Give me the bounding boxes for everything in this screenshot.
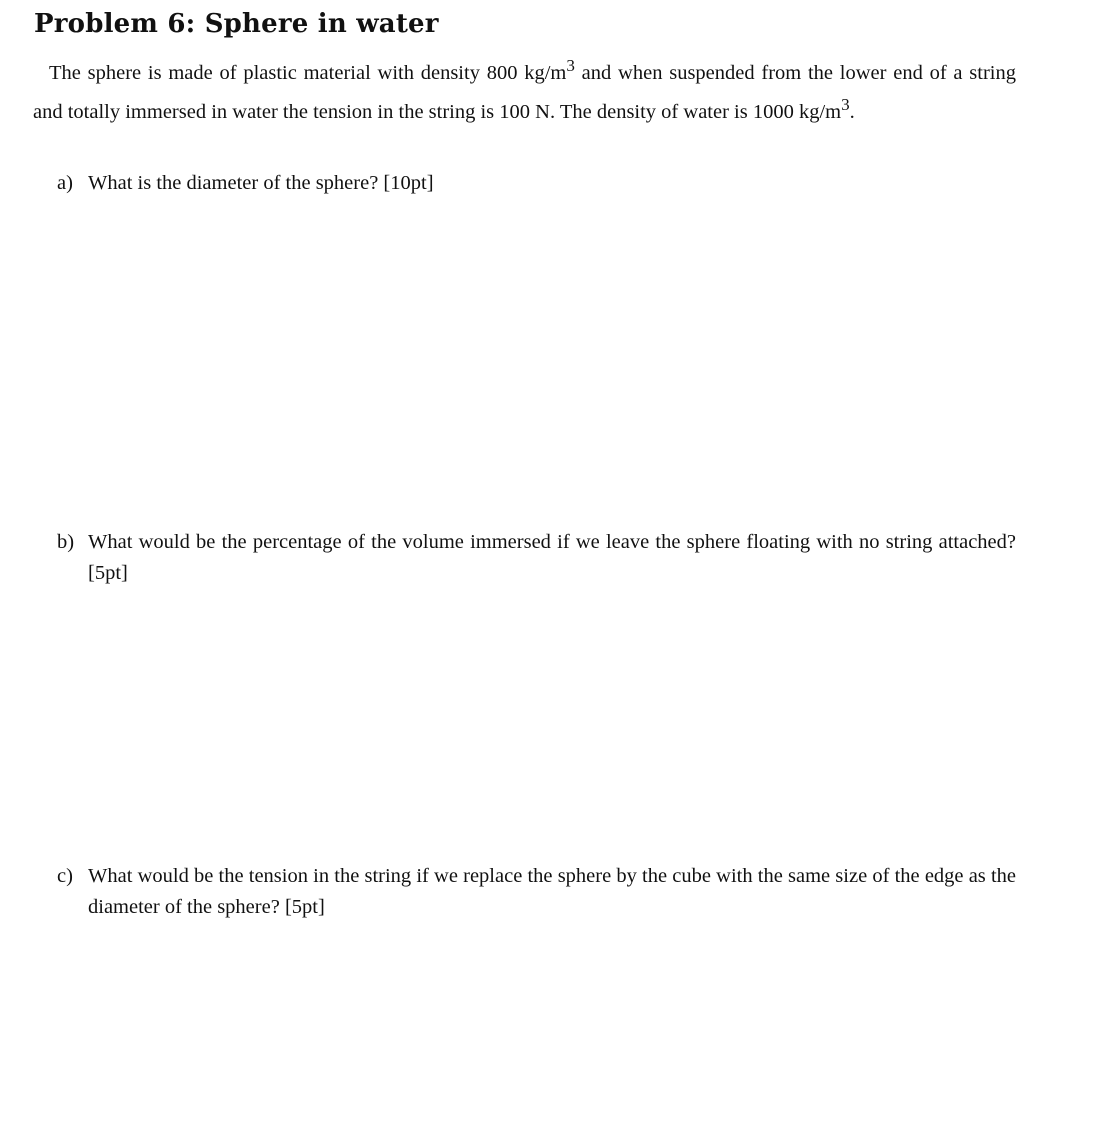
question-c — [57, 861, 1016, 923]
cubic-exponent-1: 3 — [566, 56, 575, 75]
statement-text-3: . — [849, 100, 855, 123]
statement-text-2: and when suspended from the lower end of a string and totally immersed in water the tension in the string is 100 N. The density of water is 1000 kg/m — [33, 61, 1016, 123]
question-body — [88, 168, 1016, 199]
problem-title: Problem 6: Sphere in water — [34, 9, 439, 39]
question-body — [88, 861, 1016, 923]
question-points: [10pt] — [383, 172, 434, 194]
question-label: b) — [57, 531, 75, 553]
question-text: What would be the percentage of the volume immersed if we leave the sphere floating with no string attached? — [88, 531, 1016, 553]
cubic-exponent-2: 3 — [841, 94, 850, 114]
question-points: [5pt] — [88, 562, 128, 584]
question-label: a) — [57, 172, 73, 194]
question-label: c) — [57, 865, 73, 887]
question-a — [57, 168, 1016, 199]
question-b — [57, 527, 1016, 589]
question-body — [88, 527, 1016, 589]
question-text: What would be the tension in the string if we replace the sphere by the cube with the same size of the edge as the diameter of the sphere? — [88, 865, 1016, 918]
problem-statement — [33, 50, 1016, 128]
question-text: What is the diameter of the sphere? — [88, 172, 379, 194]
statement-text-1: The sphere is made of plastic material with density 800 kg/m — [49, 61, 567, 84]
question-points: [5pt] — [284, 896, 325, 918]
